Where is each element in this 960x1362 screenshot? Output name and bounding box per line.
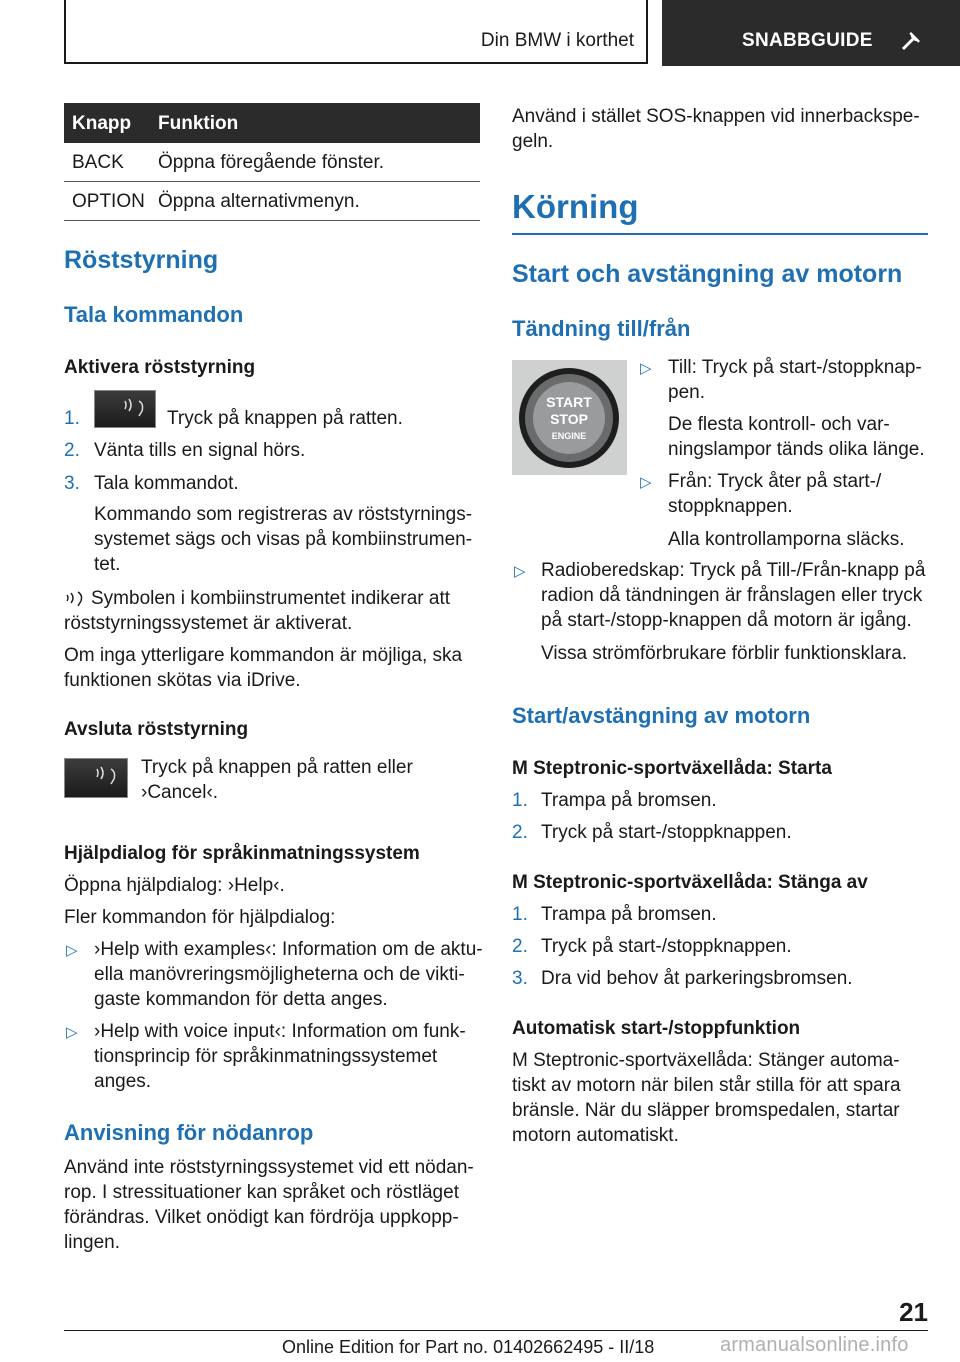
paragraph-line: Om inga ytterligare kommandon är möjliga, ska — [64, 645, 463, 666]
bullet-triangle-icon: ▷ — [514, 563, 526, 580]
step-text: Dra vid behov åt parkeringsbromsen. — [541, 968, 853, 989]
emergency-line: rop. I stressituationer kan språket och röstläget — [64, 1182, 459, 1203]
table-cell-key: OPTION — [64, 182, 150, 221]
table-header-function: Funktion — [150, 103, 480, 143]
bullet-line: pen. — [668, 382, 705, 403]
heading-end-voice: Avsluta röststyrning — [64, 719, 249, 740]
heading-steptronic-start: M Steptronic-sportväxellåda: Starta — [512, 758, 832, 779]
bullet-triangle-icon: ▷ — [640, 474, 652, 491]
table-cell-function: Öppna föregående fönster. — [150, 143, 480, 182]
heading-engine-start-stop: Start/avstängning av motorn — [512, 703, 811, 728]
bullet-line: tionsprincip för språkinmatningssystemet — [94, 1046, 438, 1067]
heading-driving: Körning — [512, 188, 639, 225]
bullet-detail-line: De flesta kontroll- och var- — [668, 414, 890, 435]
table-row — [64, 143, 480, 182]
bullet-triangle-icon: ▷ — [66, 942, 78, 959]
step-number: 3. — [512, 968, 528, 989]
auto-text-line: bränsle. När du släpper bromspedalen, startar — [512, 1100, 900, 1121]
step-number: 1. — [64, 408, 80, 429]
heading-voice-control: Röststyrning — [64, 246, 219, 274]
help-more-text: Fler kommandon för hjälpdialog: — [64, 907, 336, 928]
symbol-note-line: röststyrningssystemet är aktiverat. — [64, 613, 353, 634]
step-detail-line: Kommando som registreras av röststyrnings- — [94, 504, 473, 525]
footer-rule — [64, 1330, 928, 1331]
bullet-line: ›Help with voice input‹: Information om funk- — [94, 1021, 466, 1042]
voice-symbol-icon — [64, 589, 86, 609]
auto-text-line: motorn automatiskt. — [512, 1125, 679, 1146]
bullet-line: gaste kommandon för detta anges. — [94, 989, 388, 1010]
heading-rule — [512, 233, 928, 235]
heading-steptronic-stop: M Steptronic-sportväxellåda: Stänga av — [512, 872, 868, 893]
end-text-line: Tryck på knappen på ratten eller — [141, 757, 413, 778]
bullet-detail-line: Alla kontrollamporna släcks. — [668, 529, 905, 550]
bullet-line: radion då tändningen är frånslagen eller tryck — [541, 585, 923, 606]
help-open-text: Öppna hjälpdialog: ›Help‹. — [64, 875, 285, 896]
voice-command-icon — [93, 765, 119, 787]
bullet-line: ella manövreringsmöjligheterna och de vikti- — [94, 964, 465, 985]
table-row — [64, 182, 480, 221]
emergency-line: lingen. — [64, 1232, 120, 1253]
step-number: 3. — [64, 473, 80, 494]
page-number: 21 — [899, 1297, 928, 1327]
bullet-triangle-icon: ▷ — [66, 1024, 78, 1041]
step-number: 2. — [512, 822, 528, 843]
sos-line: geln. — [512, 131, 554, 152]
bullet-detail-line: ningslampor tänds olika länge. — [668, 439, 925, 460]
bullet-line: på start-/stopp-knappen då motorn är igång. — [541, 610, 912, 631]
start-stop-button-photo — [512, 360, 627, 475]
table-cell-function: Öppna alternativmenyn. — [150, 182, 480, 221]
step-number: 2. — [64, 440, 80, 461]
step-number: 2. — [512, 936, 528, 957]
heading-start-stop: Start och avstängning av motorn — [512, 260, 903, 288]
step-detail-line: tet. — [94, 554, 121, 575]
bullet-line: anges. — [94, 1071, 152, 1092]
heading-activate-voice: Aktivera röststyrning — [64, 357, 256, 378]
header-section-label: SNABBGUIDE — [742, 30, 873, 51]
symbol-note-line: Symbolen i kombiinstrumentet indikerar att — [91, 588, 451, 609]
photo-engine-label: ENGINE — [551, 431, 587, 441]
step-text: Tryck på knappen på ratten. — [167, 408, 403, 429]
heading-emergency: Anvisning för nödanrop — [64, 1120, 314, 1145]
step-detail-line: systemet sägs och visas på kombiinstrumen- — [94, 529, 473, 550]
sos-line: Använd i stället SOS-knappen vid innerbackspe- — [512, 106, 920, 127]
quickguide-arrow-icon — [898, 28, 924, 54]
header-title-box — [64, 0, 648, 64]
bullet-detail-line: Vissa strömförbrukare förblir funktionsklara. — [541, 643, 908, 664]
step-number: 1. — [512, 904, 528, 925]
bullet-line: Från: Tryck åter på start-/ — [668, 471, 882, 492]
step-number: 1. — [512, 790, 528, 811]
table-cell-key: BACK — [64, 143, 150, 182]
footer-edition: Online Edition for Part no. 01402662495 - II/18 — [282, 1337, 655, 1357]
step-text: Tryck på start-/stoppknappen. — [541, 936, 792, 957]
photo-start-label: START — [546, 394, 592, 410]
photo-stop-label: STOP — [550, 411, 588, 427]
footer-watermark: armanualsonline.info — [720, 1334, 909, 1356]
header-section-tab — [662, 0, 960, 66]
bullet-line: stoppknappen. — [668, 496, 793, 517]
heading-help-dialog: Hjälpdialog för språkinmatningssystem — [64, 843, 420, 864]
start-stop-button-icon — [512, 360, 627, 475]
step-text: Trampa på bromsen. — [541, 904, 717, 925]
auto-text-line: M Steptronic-sportväxellåda: Stänger automa- — [512, 1050, 900, 1071]
end-text-line: ›Cancel‹. — [141, 782, 219, 803]
emergency-line: förändras. Vilket onödigt kan fördröja uppkopp- — [64, 1207, 459, 1228]
voice-button-image — [94, 390, 156, 428]
step-text: Tryck på start-/stoppknappen. — [541, 822, 792, 843]
voice-button-image — [64, 758, 128, 798]
step-text: Trampa på bromsen. — [541, 790, 717, 811]
voice-command-icon — [121, 397, 147, 419]
paragraph-line: funktionen skötas via iDrive. — [64, 670, 301, 691]
auto-text-line: tiskt av motorn när bilen står stilla för att spara — [512, 1075, 901, 1096]
table-header-key: Knapp — [64, 103, 150, 143]
bullet-line: Radioberedskap: Tryck på Till-/Från-knapp på — [541, 560, 926, 581]
bullet-triangle-icon: ▷ — [640, 360, 652, 377]
emergency-line: Använd inte röststyrningssystemet vid ett nödan- — [64, 1157, 474, 1178]
bullet-line: ›Help with examples‹: Information om de aktu- — [94, 939, 483, 960]
step-text: Tala kommandot. — [94, 473, 239, 494]
heading-speak-commands: Tala kommandon — [64, 302, 244, 327]
header-title: Din BMW i korthet — [480, 30, 634, 51]
key-function-table — [64, 103, 480, 221]
step-text: Vänta tills en signal hörs. — [94, 440, 306, 461]
heading-auto-start-stop: Automatisk start-/stoppfunktion — [512, 1018, 801, 1039]
bullet-line: Till: Tryck på start-/stoppknap- — [668, 357, 922, 378]
heading-ignition: Tändning till/från — [512, 316, 691, 341]
